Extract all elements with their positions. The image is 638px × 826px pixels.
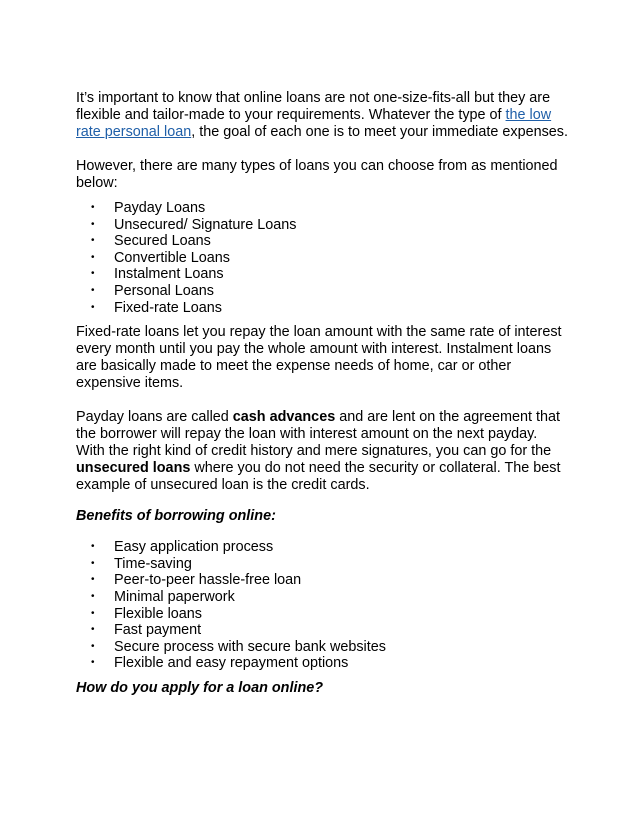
list-item	[76, 217, 568, 234]
list-item-label: Flexible loans	[114, 605, 202, 622]
bullet-icon: •	[91, 284, 95, 296]
list-item-label: Easy application process	[114, 539, 274, 556]
bullet-icon: •	[91, 574, 95, 586]
bullet-icon: •	[91, 640, 95, 652]
list-item-label: Fast payment	[114, 622, 202, 639]
list-item	[76, 283, 568, 300]
list-item	[76, 233, 568, 250]
list-item	[76, 606, 568, 623]
list-item	[76, 572, 568, 589]
bullet-icon: •	[91, 541, 95, 553]
list-item	[76, 539, 568, 556]
bullet-icon: •	[91, 624, 95, 636]
loan-types-intro: However, there are many types of loans you can choose from as mentioned below:	[76, 158, 558, 191]
list-item-label: Personal Loans	[114, 282, 215, 299]
payday-text-2: and are lent on the agreement that the borrower will repay the loan with interest amount on the next payday. With the right kind of credit history and mere signatures, you can go for the	[76, 409, 561, 460]
bullet-icon: •	[91, 235, 95, 247]
payday-paragraph	[76, 409, 568, 494]
benefits-list	[76, 539, 568, 672]
payday-text-3: where you do not need the security or collateral. The best example of unsecured loan is the credit cards.	[76, 460, 561, 494]
list-item	[76, 200, 568, 217]
list-item-label: Convertible Loans	[114, 249, 230, 266]
intro-text-end: , the goal of each one is to meet your immediate expenses.	[191, 124, 568, 140]
bullet-icon: •	[91, 657, 95, 669]
list-item	[76, 266, 568, 283]
bullet-icon: •	[91, 218, 95, 230]
list-item-label: Flexible and easy repayment options	[114, 655, 349, 672]
unsecured-loans-term: unsecured loans	[76, 460, 191, 477]
list-item	[76, 300, 568, 317]
bullet-icon: •	[91, 301, 95, 313]
payday-text-1: Payday loans are called	[76, 409, 233, 426]
list-item-label: Payday Loans	[114, 200, 206, 216]
bullet-icon: •	[91, 557, 95, 569]
bullet-icon: •	[91, 202, 95, 213]
document-page	[76, 90, 568, 697]
cash-advances-term: cash advances	[232, 409, 336, 426]
bullet-icon: •	[91, 590, 95, 602]
bullet-icon: •	[91, 607, 95, 619]
list-item-label: Secure process with secure bank websites	[114, 638, 386, 655]
list-item	[76, 250, 568, 267]
list-item-label: Minimal paperwork	[114, 588, 235, 605]
list-item	[76, 556, 568, 573]
list-item	[76, 622, 568, 639]
list-item-label: Time-saving	[114, 555, 192, 572]
loan-types-list	[76, 200, 568, 316]
fixed-rate-paragraph: Fixed-rate loans let you repay the loan amount with the same rate of interest every month until you pay the whole amount with interest. Instalment loans are basically made to meet the expense needs of home, car or other expensive items.	[76, 324, 562, 392]
intro-paragraph	[76, 90, 568, 141]
list-item	[76, 639, 568, 656]
bullet-icon: •	[91, 251, 95, 263]
list-item-label: Instalment Loans	[114, 266, 224, 283]
low-rate-personal-loan-link[interactable]: the low rate personal loan	[76, 107, 552, 140]
list-item-label: Peer-to-peer hassle-free loan	[114, 572, 302, 589]
list-item-label: Secured Loans	[114, 233, 211, 250]
bullet-icon: •	[91, 268, 95, 280]
list-item-label: Unsecured/ Signature Loans	[114, 216, 297, 233]
list-item	[76, 655, 568, 672]
intro-text-start: It’s important to know that online loans are not one-size-fits-all but they are flexible and tailor-made to your requirements. Whatever the type of	[76, 90, 551, 123]
list-item-label: Fixed-rate Loans	[114, 299, 222, 316]
apply-heading: How do you apply for a loan online?	[76, 679, 324, 696]
list-item	[76, 589, 568, 606]
benefits-heading: Benefits of borrowing online:	[76, 508, 276, 525]
